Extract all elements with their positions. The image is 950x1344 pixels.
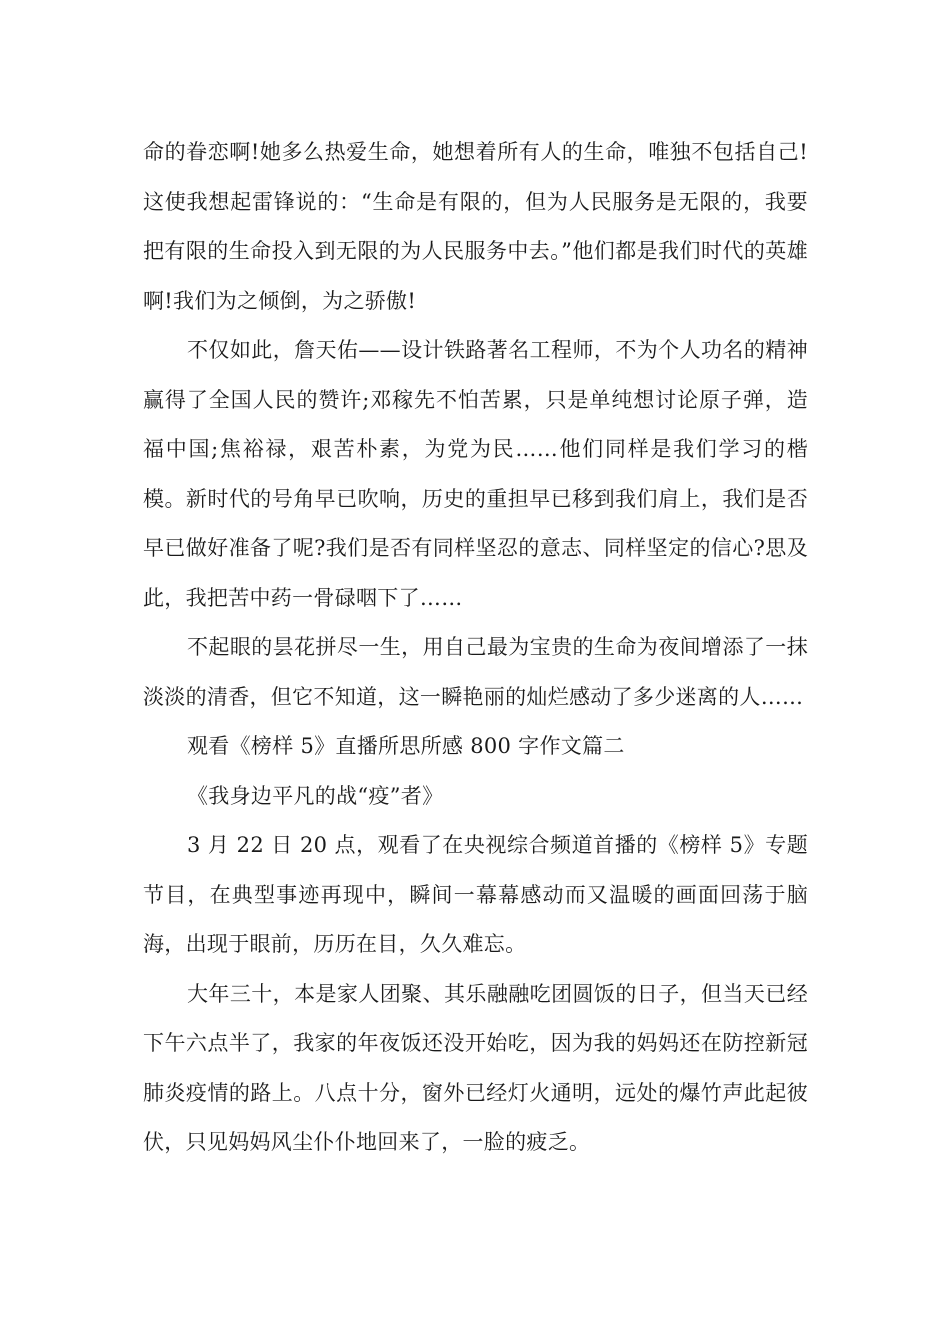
paragraph-new-year-eve: 大年三十，本是家人团聚、其乐融融吃团圆饭的日子，但当天已经下午六点半了，我家的年夜饭还没开始吃，因为我的妈妈还在防控新冠肺炎疫情的路上。八点十分，窗外已经灯火通明，远处的爆竹声此起彼伏，只见妈妈风尘仆仆地回来了，一脸的疲乏。 [143,981,808,1154]
paragraph-broadcast: 3 月 22 日 20 点，观看了在央视综合频道首播的《榜样 5》专题节目，在典型事迹再现中，瞬间一幕幕感动而又温暖的画面回荡于脑海，出现于眼前，历历在目，久久难忘。 [143,833,808,956]
paragraph-continuation: 命的眷恋啊!她多么热爱生命，她想着所有人的生命，唯独不包括自己!这使我想起雷锋说的：“生命是有限的，但为人民服务是无限的，我要把有限的生命投入到无限的为人民服务中去。”他们都是我们时代的英雄啊!我们为之倾倒，为之骄傲! [143,140,808,313]
essay-title: 《我身边平凡的战“疫”者》 [187,783,444,808]
paragraph-role-models: 不仅如此，詹天佑——设计铁路著名工程师，不为个人功名的精神赢得了全国人民的赞许;邓稼先不怕苦累，只是单纯想讨论原子弹，造福中国;焦裕禄，艰苦朴素，为党为民……他们同样是我们学习的楷模。新时代的号角早已吹响，历史的重担早已移到我们肩上，我们是否早已做好准备了呢?我们是否有同样坚忍的意志、同样坚定的信心?思及此，我把苦中药一骨碌咽下了…… [143,338,808,610]
paragraph-epiphyllum: 不起眼的昙花拼尽一生，用自己最为宝贵的生命为夜间增添了一抹淡淡的清香，但它不知道，这一瞬艳丽的灿烂感动了多少迷离的人…… [143,635,808,709]
document-page [143,128,808,1168]
section-heading: 观看《榜样 5》直播所思所感 800 字作文篇二 [187,734,625,758]
